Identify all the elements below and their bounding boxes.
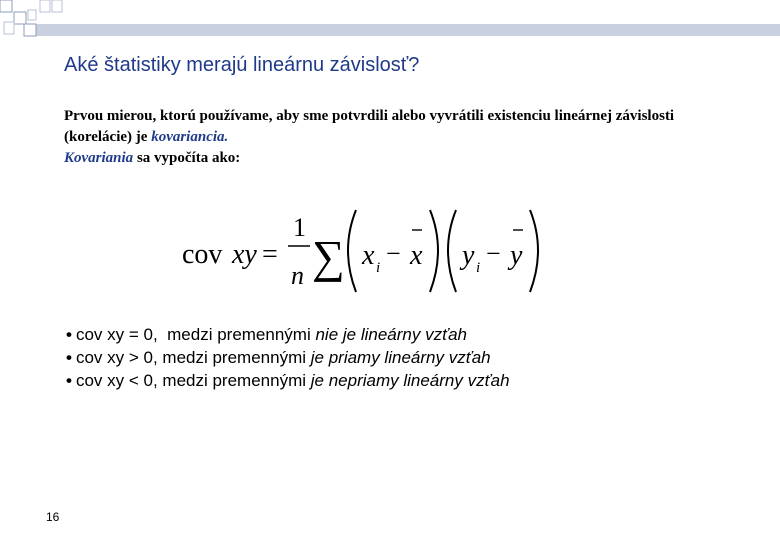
bullet-dot: • (66, 371, 72, 390)
left-paren-2 (448, 210, 456, 292)
bullet-condition: cov xy > 0, (75, 348, 158, 367)
formula-numerator: 1 (293, 213, 306, 242)
deco-square (40, 0, 50, 12)
slide-title: Aké štatistiky merajú lineárnu závislosť? (64, 54, 420, 76)
bullet-text: medzi premennými (157, 371, 311, 390)
formula-xi: x (362, 240, 375, 271)
deco-square (52, 0, 62, 12)
formula-cov: cov (182, 239, 223, 270)
formula-sub-i-2: i (476, 260, 481, 276)
bullet-dot: • (66, 348, 72, 367)
sum-symbol: ∑ (312, 231, 345, 282)
intro-paragraph (64, 106, 704, 169)
left-paren-1 (348, 210, 356, 292)
term-kovariancia: kovariancia. (151, 129, 229, 145)
formula-yi: y (462, 240, 475, 271)
deco-square (14, 12, 26, 24)
bullet-text: medzi premennými (157, 348, 311, 367)
formula-sub-i: i (376, 260, 381, 276)
bullet-conclusion: je nepriamy lineárny vzťah (310, 371, 510, 390)
bullet-item (66, 346, 510, 369)
bullet-list (66, 323, 510, 392)
bullet-item (66, 323, 510, 346)
bullet-condition: cov xy = 0, (75, 325, 158, 344)
right-paren-2 (530, 210, 538, 292)
deco-square (4, 22, 14, 34)
bullet-item (66, 369, 510, 392)
covariance-formula (180, 206, 540, 298)
deco-square (24, 24, 36, 36)
formula-ybar: y (510, 240, 523, 271)
bullet-condition: cov xy < 0, (75, 371, 158, 390)
term-kovariania: Kovariania (64, 150, 134, 166)
header-decoration (0, 0, 780, 60)
formula-minus-1: − (386, 239, 401, 268)
bullet-conclusion: je priamy lineárny vzťah (310, 348, 491, 367)
formula-xy: xy (232, 239, 257, 270)
deco-square (0, 0, 12, 12)
bullet-text: medzi premennými (157, 325, 316, 344)
formula-minus-2: − (486, 239, 501, 268)
intro-text-end: sa vypočíta ako: (133, 150, 241, 166)
header-bar (36, 24, 780, 36)
bullet-dot: • (66, 325, 72, 344)
formula-xbar: x (410, 240, 423, 271)
deco-square (28, 10, 36, 20)
bullet-conclusion: nie je lineárny vzťah (315, 325, 468, 344)
right-paren-1 (430, 210, 438, 292)
formula-equals: = (262, 239, 278, 270)
formula-denominator: n (291, 261, 304, 290)
page-number: 16 (46, 510, 60, 524)
intro-text: Prvou mierou, ktorú používame, aby sme potvrdili alebo vyvrátili existenciu lineárnej závislosti (korelácie) je (64, 108, 675, 145)
